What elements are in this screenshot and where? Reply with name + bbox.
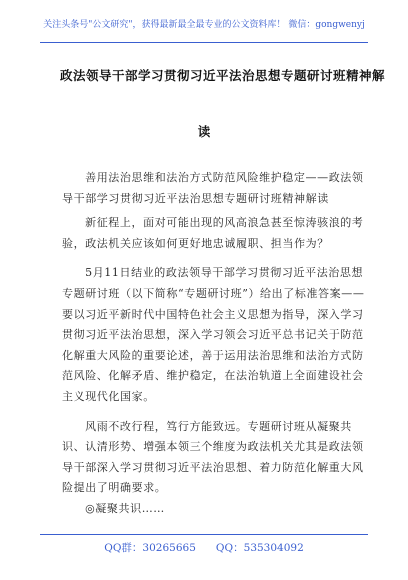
paragraph-subtitle: 善用法治思维和法治方式防范风险维护稳定——政法领导干部学习贯彻习近平法治思想专题研讨班精神解读 (62, 171, 364, 205)
document-body (62, 168, 372, 520)
footer-qq-group: QQ群：30265665 (104, 542, 196, 554)
footer-qq: QQ：535304092 (215, 542, 304, 554)
header-banner: 关注头条号"公文研究"，获得最新最全最专业的公文资料库！ 微信：gongwenyj (43, 20, 365, 30)
paragraph: 5月11日结业的政法领导干部学习贯彻习近平法治思想专题研讨班（以下简称“专题研讨班”）给出了标准答案——要以习近平新时代中国特色社会主义思想为指导，深入学习贯彻习近平法治思想，深入学习领会习近平总书记关于防范化解重大风险的重要论述，善于运用法治思维和法治方式防范风险、化解矛盾、维护稳定，在法治轨道上全面建设社会主义现代化国家。 (62, 266, 365, 403)
paragraph: 新征程上，面对可能出现的风高浪急甚至惊涛骇浪的考验，政法机关应该如何更好地忠诚履职、担当作为？ (62, 216, 364, 250)
paragraph: 风雨不改行程，笃行方能致远。专题研讨班从凝聚共识、认清形势、增强本领三个维度为政法机关尤其是政法领导干部深入学习贯彻习近平法治思想、着力防范化解重大风险提出了明确要求。 (62, 419, 364, 495)
section-heading: ◎凝聚共识…… (85, 501, 165, 515)
header-divider (40, 42, 368, 43)
document-title-continued: 读 (197, 124, 211, 139)
footer-divider (40, 534, 368, 535)
document-title: 政法领导干部学习贯彻习近平法治思想专题研讨班精神解 (60, 68, 386, 83)
footer-contact (0, 540, 408, 555)
